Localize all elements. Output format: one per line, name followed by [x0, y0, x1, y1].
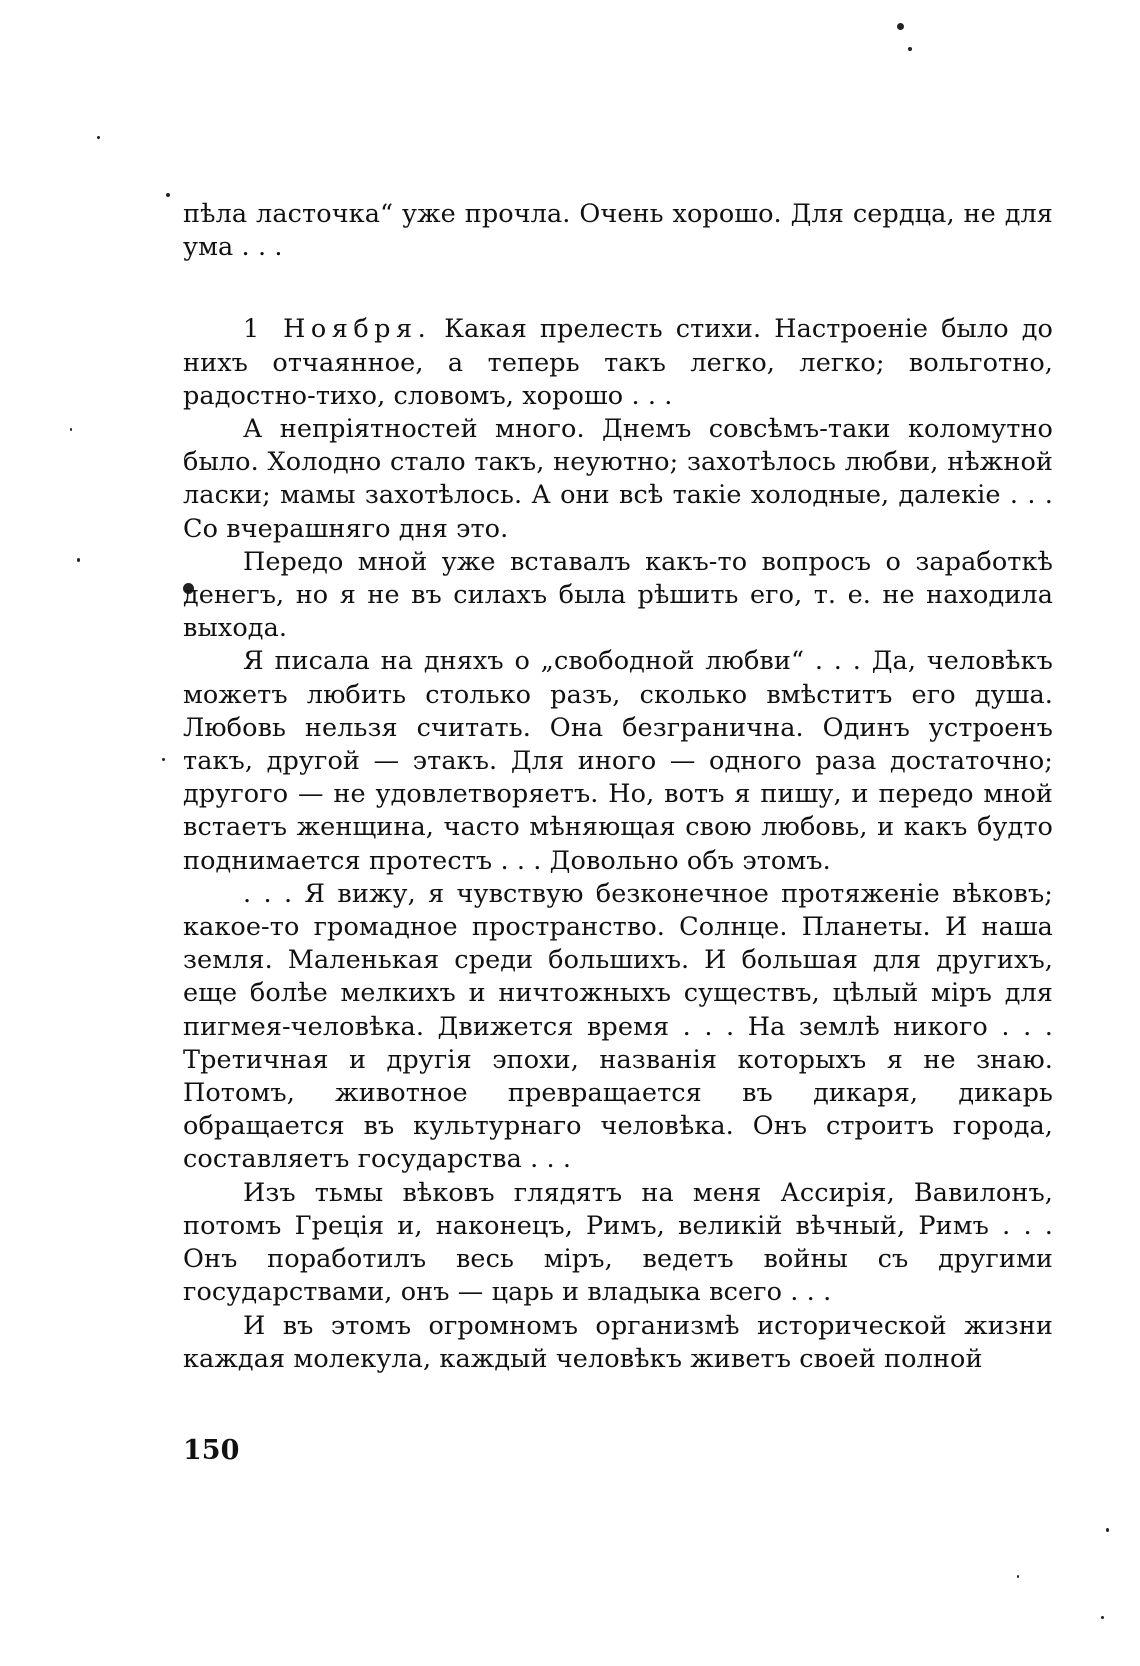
paragraph: И въ этомъ огромномъ организмѣ исторической жизни каждая молекула, каждый человѣкъ живетъ своей полной — [183, 1310, 1053, 1374]
dust-speck — [1101, 1616, 1104, 1619]
diary-date-heading: 1 Ноября. — [243, 314, 432, 345]
paragraph: Передо мной уже вставалъ какъ-то вопросъ о заработкѣ денегъ, но я не въ силахъ была рѣшить его, т. е. не находила выхода. — [183, 546, 1053, 644]
dust-speck — [162, 758, 165, 761]
dust-speck — [897, 23, 904, 30]
paragraph: Изъ тьмы вѣковъ глядятъ на меня Ассирія, Вавилонъ, потомъ Греція и, наконецъ, Римъ, великій вѣчный, Римъ . . . Онъ поработилъ весь міръ, ведетъ войны съ другими государствами, онъ — царь и владыка всего . . . — [183, 1177, 1053, 1308]
paragraph — [183, 313, 1053, 413]
dust-speck — [166, 193, 170, 197]
paragraph: . . . Я вижу, я чувствую безконечное протяженіе вѣковъ; какое-то громадное пространство. Солнце. Планеты. И наша земля. Маленькая среди большихъ. И большая для другихъ, еще болѣе мелкихъ и ничтожныхъ существъ, цѣлый міръ для пигмея-человѣка. Движется время . . . На землѣ никого . . . Третичная и другія эпохи, названія которыхъ я не знаю. Потомъ, животное превращается въ дикаря, дикарь обращается въ культурнаго человѣка. Онъ строитъ города, составляетъ государства . . . — [183, 878, 1053, 1175]
paragraph-text: Какая прелесть стихи. Настроеніе было до нихъ отчаянное, а теперь такъ легко, легко; вольготно, радостно-тихо, словомъ, хорошо . . . — [183, 314, 1053, 411]
dust-speck — [1017, 1575, 1019, 1578]
paragraph: А непріятностей много. Днемъ совсѣмъ-таки коломутно было. Холодно стало такъ, неуютно; захотѣлось любви, нѣжной ласки; мамы захотѣлось. А они всѣ такіе холодные, далекіе . . . Со вчерашняго дня это. — [183, 414, 1053, 544]
dust-speck — [97, 136, 100, 139]
dust-speck — [1106, 1528, 1109, 1532]
dust-speck — [908, 47, 912, 51]
page-number: 150 — [183, 1435, 240, 1466]
body-text — [183, 198, 1053, 1376]
paragraph: пѣла ласточка“ уже прочла. Очень хорошо. Для сердца, не для ума . . . — [183, 199, 1053, 263]
dust-speck — [77, 558, 80, 562]
dust-speck — [70, 428, 72, 431]
paragraph: Я писала на дняхъ о „свободной любви“ . . . Да, человѣкъ можетъ любить столько разъ, сколько вмѣститъ его душа. Любовь нельзя считать. Она безгранична. Одинъ устроенъ такъ, другой — этакъ. Для иного — одного раза достаточно; другого — не удовлетворяетъ. Но, вотъ я пишу, и передо мной встаетъ женщина, часто мѣняющая свою любовь, и какъ будто поднимается протестъ . . . Довольно объ этомъ. — [183, 646, 1053, 876]
